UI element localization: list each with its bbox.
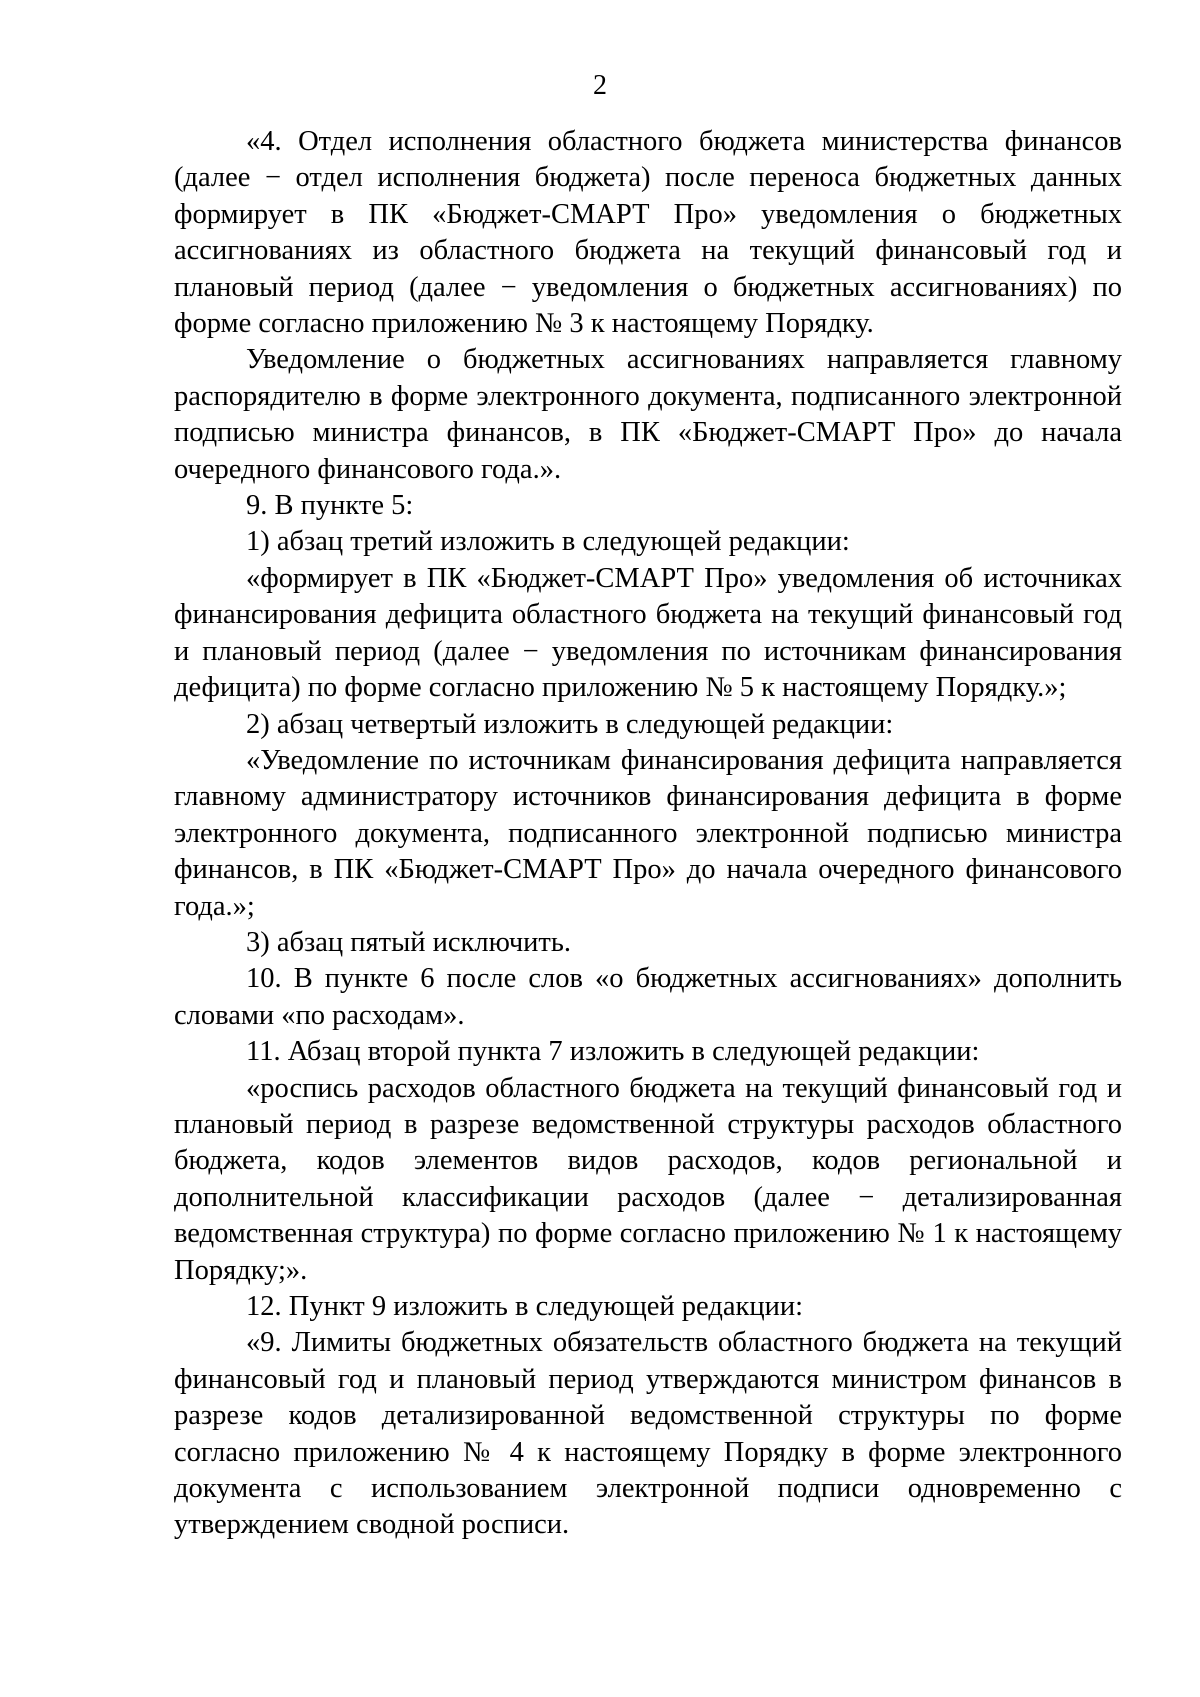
paragraph-item-9-1: 1) абзац третий изложить в следующей редакции: [246,526,850,558]
paragraph-item-9: 9. В пункте 5: [246,490,414,522]
paragraph-item-10: 10. В пункте 6 после слов «о бюджетных ассигнованиях» дополнить словами «по расходам». [174,963,1122,1031]
paragraph-item-12: 12. Пункт 9 изложить в следующей редакции: [246,1291,803,1322]
page-number: 2 [593,70,607,101]
paragraph-item-11: 11. Абзац второй пункта 7 изложить в следующей редакции: [246,1036,980,1068]
document-body [174,124,1122,1544]
paragraph-item-9-2: 2) абзац четвертый изложить в следующей редакции: [246,708,894,740]
paragraph-quoted-point-9: «9. Лимиты бюджетных обязательств областного бюджета на текущий финансовый год и плановый период утверждаются министром финансов в разрезе кодов детализированной ведомственной структуры по форме согласно приложению № 4 к настоящему Порядку в форме электронного документа с использованием электронной подписи одновременно с утверждением сводной росписи. [174,1327,1122,1541]
paragraph-quoted-forms: «формирует в ПК «Бюджет-СМАРТ Про» уведомления об источниках финансирования дефицита областного бюджета на текущий финансовый год и плановый период (далее − уведомления по источникам финансирования дефицита) по форме согласно приложению № 5 к настоящему Порядку.»; [174,562,1122,704]
paragraph-quoted-expense-schedule: «роспись расходов областного бюджета на текущий финансовый год и плановый период в разрезе ведомственной структуры расходов областного бюджета, кодов элементов видов расходов, кодов региональной и дополнительной классификации расходов (далее − детализированная ведомственная структура) по форме согласно приложению № 1 к настоящему Порядку;». [174,1072,1122,1286]
paragraph-point-4: «4. Отдел исполнения областного бюджета министерства финансов (далее − отдел исполнения бюджета) после переноса бюджетных данных формирует в ПК «Бюджет-СМАРТ Про» уведомления о бюджетных ассигнованиях из областного бюджета на текущий финансовый год и плановый период (далее − уведомления о бюджетных ассигнованиях) по форме согласно приложению № 3 к настоящему Порядку. [174,126,1122,340]
paragraph-notification-sent: Уведомление о бюджетных ассигнованиях направляется главному распорядителю в форме электронного документа, подписанного электронной подписью министра финансов, в ПК «Бюджет-СМАРТ Про» до начала очередного финансового года.». [174,344,1122,485]
paragraph-item-9-3: 3) абзац пятый исключить. [246,926,571,958]
paragraph-quoted-deficit-notice: «Уведомление по источникам финансирования дефицита направляется главному администратору источников финансирования дефицита в форме электронного документа, подписанного электронной подписью министра финансов, в ПК «Бюджет-СМАРТ Про» до начала очередного финансового года.»; [174,744,1122,922]
